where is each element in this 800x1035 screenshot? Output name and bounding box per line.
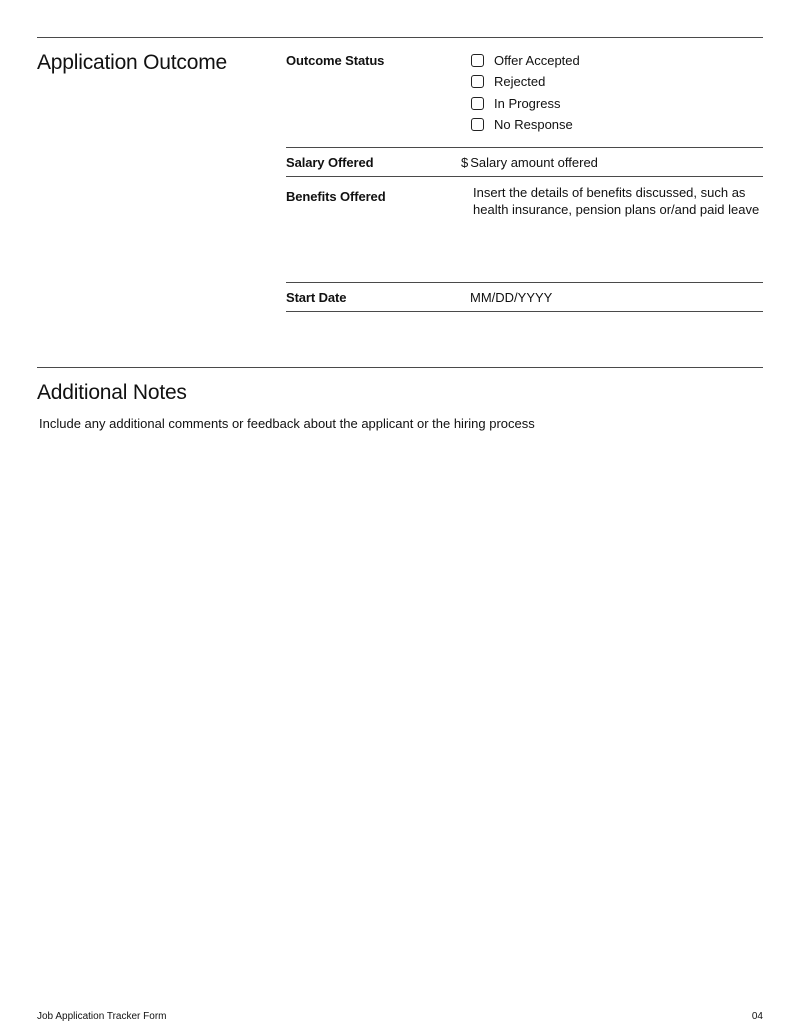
status-option-label: No Response [494,116,573,132]
salary-offered-field[interactable] [461,155,598,170]
status-option-no-response[interactable] [471,116,573,132]
status-option-label: In Progress [494,95,561,111]
benefits-offered-field[interactable]: Insert the details of benefits discussed, such as health insurance, pension plans or/and paid leave [473,185,760,217]
checkbox-in-progress[interactable] [471,97,484,110]
status-option-label: Offer Accepted [494,52,580,68]
notes-top-divider [37,367,763,368]
top-divider [37,37,763,38]
start-date-bottom-divider [286,311,763,312]
start-date-label: Start Date [286,290,347,305]
section-title-additional-notes: Additional Notes [37,381,187,404]
status-option-rejected[interactable] [471,73,545,89]
salary-top-divider [286,147,763,148]
checkbox-rejected[interactable] [471,75,484,88]
status-option-offer-accepted[interactable] [471,52,580,68]
currency-symbol: $ [461,155,469,170]
start-date-top-divider [286,282,763,283]
benefits-top-divider [286,176,763,177]
section-title-application-outcome: Application Outcome [37,51,227,74]
additional-notes-field[interactable]: Include any additional comments or feedback about the applicant or the hiring process [39,416,535,431]
checkbox-no-response[interactable] [471,118,484,131]
benefits-offered-label: Benefits Offered [286,189,386,204]
outcome-status-label: Outcome Status [286,53,385,68]
footer-page-number: 04 [751,1011,763,1022]
status-option-label: Rejected [494,73,546,89]
checkbox-offer-accepted[interactable] [471,54,484,67]
status-option-in-progress[interactable] [471,95,560,111]
start-date-field[interactable]: MM/DD/YYYY [470,290,553,305]
salary-offered-placeholder: Salary amount offered [470,155,598,170]
footer-form-name: Job Application Tracker Form [37,1011,167,1022]
salary-offered-label: Salary Offered [286,155,374,170]
